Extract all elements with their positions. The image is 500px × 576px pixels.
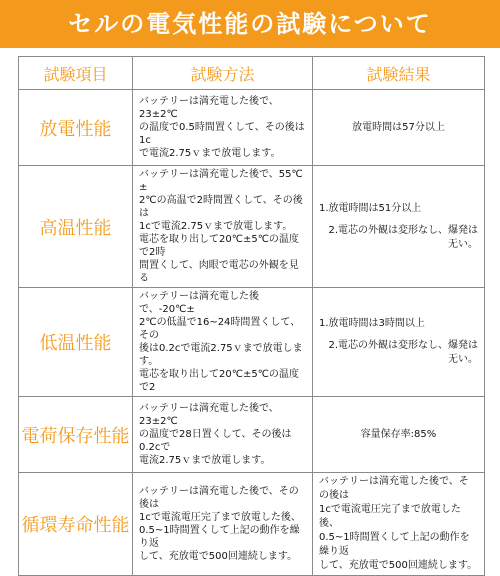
- header-test-method: 試験方法: [133, 57, 313, 90]
- method-line: バッテリーは満充電した後で、23±2℃: [139, 96, 279, 120]
- result-line: 放電時間は57分以上: [352, 121, 445, 133]
- result-line: 2.電芯の外観は変形なし、爆発は无い。: [328, 224, 478, 250]
- item-cell: 循環寿命性能: [19, 473, 133, 576]
- method-line: 0.5~1時間置くして上記の動作を繰り返: [139, 525, 300, 549]
- result-cell: [313, 166, 485, 288]
- method-line: の温度で28日置くして、その後は0.2cで: [139, 429, 292, 453]
- item-cell: 高温性能: [19, 166, 133, 288]
- result-line: して、充放電で500回連続します。: [319, 560, 478, 571]
- method-line: バッテリーは満充電した後で、55℃±: [139, 169, 303, 193]
- result-line: 0.5~1時間置くして上記の動作を繰り返: [319, 532, 470, 557]
- method-cell: [133, 397, 313, 473]
- method-line: 1cで電流電圧完了まで放電した後、: [139, 512, 301, 523]
- result-line: バッテリーは満充電した後で、その後は: [319, 476, 469, 501]
- table-row-high-temp: [19, 166, 485, 288]
- table-row-charge-retention: [19, 397, 485, 473]
- method-line: の温度で0.5時間置くして、その後は1c: [139, 122, 305, 146]
- table-row-low-temp: [19, 288, 485, 397]
- table-row-cycle-life: [19, 473, 485, 576]
- method-line: 電流2.75ｖまで放電します。: [139, 455, 271, 466]
- header-test-item: 試験項目: [19, 57, 133, 90]
- result-line: 2.電芯の外観は変形なし、爆発は无い。: [328, 340, 478, 365]
- result-cell: [313, 90, 485, 166]
- method-line: で電流2.75ｖまで放電します。: [139, 148, 281, 159]
- result-line: 1.放電時間は3時間以上: [319, 318, 425, 329]
- method-line: バッテリーは満充電した後で、23±2℃: [139, 403, 279, 427]
- method-line: バッテリーは満充電した後で、-20℃±: [139, 291, 259, 315]
- result-line: 容量保存率:85%: [360, 428, 437, 440]
- method-line: 間置くして、肉眼で電芯の外観を見る: [139, 260, 299, 284]
- method-cell: [133, 90, 313, 166]
- method-cell: [133, 473, 313, 576]
- item-cell: 低温性能: [19, 288, 133, 397]
- table-header-row: [19, 57, 485, 90]
- method-cell: [133, 288, 313, 397]
- method-line: 電芯を取り出して20℃±5℃の温度で2: [139, 369, 299, 393]
- item-cell: 放電性能: [19, 90, 133, 166]
- method-line: バッテリーは満充電した後で、その後は: [139, 486, 299, 510]
- method-line: 後は0.2cで電流2.75ｖまで放電します。: [139, 343, 303, 367]
- method-line: して、充放電で500回連続します。: [139, 551, 298, 562]
- result-cell: [313, 473, 485, 576]
- test-spec-table: [18, 56, 485, 576]
- method-line: 2℃の低温で16~24時間置くして、その: [139, 317, 301, 341]
- page-title: セルの電気性能の試験について: [68, 10, 432, 38]
- method-line: 1cで電流2.75ｖまで放電します。: [139, 221, 293, 232]
- method-line: 2℃の高温で2時間置くして、その後は: [139, 195, 303, 219]
- result-line: 1cで電流電圧完了まで放電した後、: [319, 504, 461, 529]
- result-line: 1.放電時間は51分以上: [319, 202, 422, 214]
- table-row-discharge: [19, 90, 485, 166]
- method-line: 電芯を取り出して20℃±5℃の温度で2時: [139, 234, 299, 258]
- result-cell: [313, 397, 485, 473]
- item-cell: 電荷保存性能: [19, 397, 133, 473]
- result-cell: [313, 288, 485, 397]
- method-cell: [133, 166, 313, 288]
- header-test-result: 試験結果: [313, 57, 485, 90]
